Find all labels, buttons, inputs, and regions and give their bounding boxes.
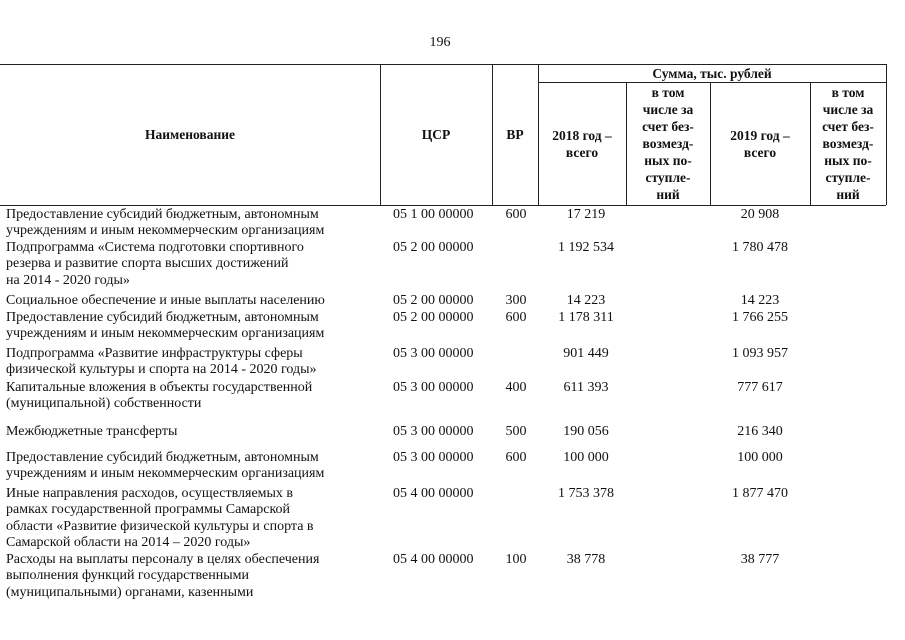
header-incl-2018: в том числе за счет без- возмезд- ных по- ступле- ний	[642, 85, 694, 202]
row-total-2019: 100 000	[737, 450, 783, 465]
header-vr: ВР	[506, 127, 524, 142]
row-total-2019: 1 780 478	[732, 240, 788, 255]
row-vr: 300	[505, 293, 527, 308]
row-vr: 400	[505, 380, 527, 395]
row-csr: 05 4 00 00000	[393, 552, 474, 567]
row-csr: 05 2 00 00000	[393, 293, 474, 308]
row-total-2019: 14 223	[740, 293, 780, 308]
row-name: Подпрограмма «Система подготовки спортивного резерва и развитие спорта высших достижений на 2014 - 2020 годы»	[6, 240, 304, 288]
row-name: Межбюджетные трансферты	[6, 424, 178, 439]
row-total-2018: 1 753 378	[558, 486, 614, 501]
row-total-2019: 1 766 255	[732, 310, 788, 325]
col-divider-right	[886, 64, 887, 205]
row-csr: 05 2 00 00000	[393, 240, 474, 255]
header-total-2019: 2019 год – всего	[730, 127, 790, 160]
row-vr: 500	[505, 424, 527, 439]
row-name: Капитальные вложения в объекты государственной (муниципальной) собственности	[6, 380, 313, 412]
row-total-2018: 1 178 311	[558, 310, 614, 325]
row-total-2019: 1 093 957	[732, 346, 788, 361]
row-total-2018: 611 393	[563, 380, 609, 395]
row-name: Иные направления расходов, осуществляемых в рамках государственной программы Самарской области «Развитие физической культуры и спорта в Самарской области на 2014 – 2020 годы»	[6, 486, 314, 551]
row-csr: 05 3 00 00000	[393, 424, 474, 439]
row-name: Социальное обеспечение и иные выплаты населению	[6, 293, 325, 308]
row-total-2018: 190 056	[563, 424, 609, 439]
row-vr: 600	[505, 450, 527, 465]
header-incl-2019: в том числе за счет без- возмезд- ных по- ступле- ний	[822, 85, 874, 202]
page-number: 196	[429, 35, 451, 50]
row-csr: 05 3 00 00000	[393, 346, 474, 361]
row-csr: 05 3 00 00000	[393, 450, 474, 465]
row-vr: 100	[505, 552, 527, 567]
row-name: Предоставление субсидий бюджетным, автономным учреждениям и иным некоммерческим организациям	[6, 450, 325, 482]
row-total-2018: 38 778	[566, 552, 606, 567]
row-total-2018: 901 449	[563, 346, 609, 361]
row-csr: 05 1 00 00000	[393, 207, 474, 222]
header-name: Наименование	[145, 127, 235, 142]
row-total-2018: 17 219	[566, 207, 606, 222]
row-name: Предоставление субсидий бюджетным, автономным учреждениям и иным некоммерческим организациям	[6, 207, 325, 239]
header-csr: ЦСР	[421, 127, 451, 142]
row-total-2019: 38 777	[740, 552, 780, 567]
row-total-2019: 20 908	[740, 207, 780, 222]
header-sum-group: Сумма, тыс. рублей	[652, 65, 772, 81]
row-vr: 600	[505, 207, 527, 222]
header-total-2018: 2018 год – всего	[552, 127, 612, 160]
row-total-2019: 1 877 470	[732, 486, 788, 501]
row-name: Предоставление субсидий бюджетным, автономным учреждениям и иным некоммерческим организациям	[6, 310, 325, 342]
row-total-2019: 216 340	[737, 424, 783, 439]
row-name: Расходы на выплаты персоналу в целях обеспечения выполнения функций государственными (муниципальными) органами, казенными	[6, 552, 320, 600]
header-bottom-rule	[0, 205, 886, 206]
row-total-2018: 14 223	[566, 293, 606, 308]
row-name: Подпрограмма «Развитие инфраструктуры сферы физической культуры и спорта на 2014 - 2020 годы»	[6, 346, 317, 378]
row-vr: 600	[505, 310, 527, 325]
row-total-2019: 777 617	[737, 380, 783, 395]
row-csr: 05 4 00 00000	[393, 486, 474, 501]
row-total-2018: 1 192 534	[558, 240, 614, 255]
row-csr: 05 2 00 00000	[393, 310, 474, 325]
row-csr: 05 3 00 00000	[393, 380, 474, 395]
row-total-2018: 100 000	[563, 450, 609, 465]
